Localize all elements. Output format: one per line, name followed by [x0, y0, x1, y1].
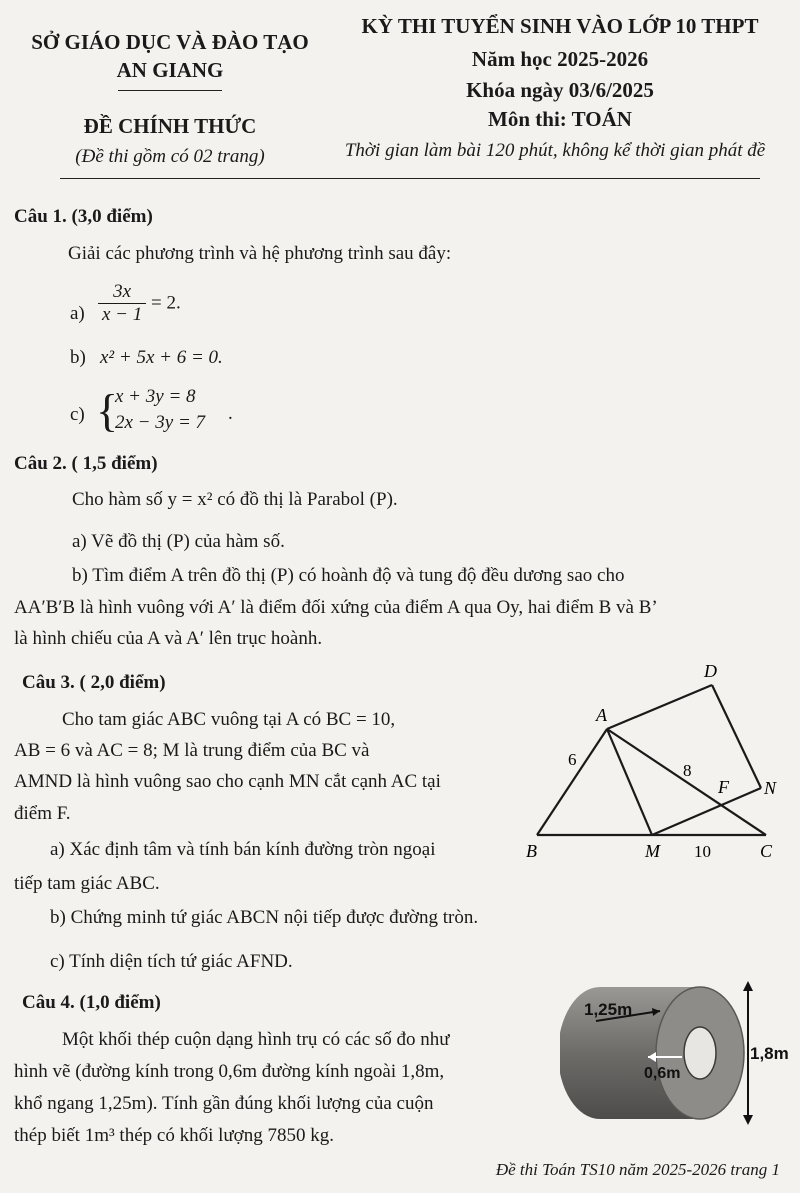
header-divider [60, 178, 760, 179]
q1a-fraction [98, 281, 146, 326]
q1a-label: a) [70, 303, 85, 324]
label-f: F [718, 777, 729, 797]
q3-title: Câu 3. ( 2,0 điểm) [22, 672, 166, 693]
q1c-label: c) [70, 404, 85, 425]
q3-line1: Cho tam giác ABC vuông tại A có BC = 10, [62, 709, 396, 730]
q4-line3: khổ ngang 1,25m). Tính gần đúng khối lượng của cuộn [14, 1093, 434, 1114]
q2a: a) Vẽ đồ thị (P) của hàm số. [72, 531, 285, 552]
q1a-equation [98, 281, 181, 326]
segment-ad [607, 685, 712, 729]
outer-arrowhead-top [743, 981, 753, 991]
q3a-line1: a) Xác định tâm và tính bán kính đường tròn ngoại [50, 839, 436, 860]
q1c-eq2: 2x − 3y = 7 [115, 412, 206, 433]
q3b: b) Chứng minh tứ giác ABCN nội tiếp được đường tròn. [50, 907, 479, 928]
label-n: N [764, 778, 777, 798]
q3-line2: AB = 6 và AC = 8; M là trung điểm của BC và [14, 740, 370, 761]
q1a-numerator: 3x [98, 281, 146, 304]
width-label: 1,25m [584, 1000, 633, 1019]
q1-title: Câu 1. (3,0 điểm) [14, 206, 153, 227]
q2-intro: Cho hàm số y = x² có đồ thị là Parabol (P). [72, 489, 398, 510]
q3c: c) Tính diện tích tứ giác AFND. [50, 951, 293, 972]
q1b-label: b) [70, 347, 86, 368]
q1b-equation: x² + 5x + 6 = 0. [100, 347, 223, 368]
label-d: D [704, 661, 717, 681]
q1c-eq1: x + 3y = 8 [115, 386, 196, 407]
q2b-line1: b) Tìm điểm A trên đồ thị (P) có hoành độ và tung độ đều dương sao cho [72, 565, 625, 586]
header-underline-left [118, 90, 222, 91]
outer-arrowhead-bottom [743, 1115, 753, 1125]
q3-line4: điểm F. [14, 803, 71, 824]
label-ab-length: 6 [568, 750, 577, 769]
q4-line2: hình vẽ (đường kính trong 0,6m đường kính ngoài 1,8m, [14, 1061, 445, 1082]
label-a: A [596, 705, 607, 725]
label-c: C [760, 841, 773, 861]
label-m: M [645, 841, 660, 861]
segment-dn [712, 685, 761, 788]
province-name: AN GIANG [116, 58, 224, 82]
system-brace: { [96, 385, 119, 436]
subject: Môn thi: TOÁN [488, 107, 632, 131]
pages-note: (Đề thi gồm có 02 trang) [75, 146, 265, 167]
q2-title: Câu 2. ( 1,5 điểm) [14, 453, 158, 474]
steel-coil-figure [560, 975, 800, 1135]
department-name: SỞ GIÁO DỤC VÀ ĐÀO TẠO [31, 30, 309, 54]
exam-date: Khóa ngày 03/6/2025 [466, 78, 654, 102]
outer-diameter-label: 1,8m [750, 1044, 789, 1063]
label-b: B [526, 841, 537, 861]
label-ac-length: 8 [683, 761, 692, 780]
page-footer: Đề thi Toán TS10 năm 2025-2026 trang 1 [495, 1160, 780, 1179]
q1c-end: . [228, 403, 233, 424]
exam-title: KỲ THI TUYỂN SINH VÀO LỚP 10 THPT [361, 14, 759, 38]
q1a-denominator: x − 1 [102, 304, 143, 325]
q1-intro: Giải các phương trình và hệ phương trình sau đây: [68, 243, 452, 264]
q1a-rhs: = 2. [151, 292, 181, 314]
coil-inner-hole [684, 1027, 716, 1079]
q4-title: Câu 4. (1,0 điểm) [22, 992, 161, 1013]
q2b-line2: AA′B′B là hình vuông với A′ là điểm đối xứng của điểm A qua Oy, hai điểm B và B’ [14, 597, 658, 618]
q3-line3: AMND là hình vuông sao cho cạnh MN cắt cạnh AC tại [14, 771, 441, 792]
q3a-line2: tiếp tam giác ABC. [14, 873, 160, 894]
segment-ab [537, 729, 607, 835]
time-note: Thời gian làm bài 120 phút, không kể thời gian phát đề [344, 140, 766, 161]
geometry-figure [520, 655, 800, 870]
q2b-line3: là hình chiếu của A và A′ lên trục hoành. [14, 628, 323, 649]
official-label: ĐỀ CHÍNH THỨC [83, 114, 257, 138]
q4-line1: Một khối thép cuộn dạng hình trụ có các số đo như [62, 1029, 450, 1050]
label-mc-length: 10 [694, 842, 711, 861]
q4-line4: thép biết 1m³ thép có khối lượng 7850 kg. [14, 1125, 334, 1146]
inner-diameter-label: 0,6m [644, 1065, 681, 1082]
school-year: Năm học 2025-2026 [471, 47, 649, 71]
